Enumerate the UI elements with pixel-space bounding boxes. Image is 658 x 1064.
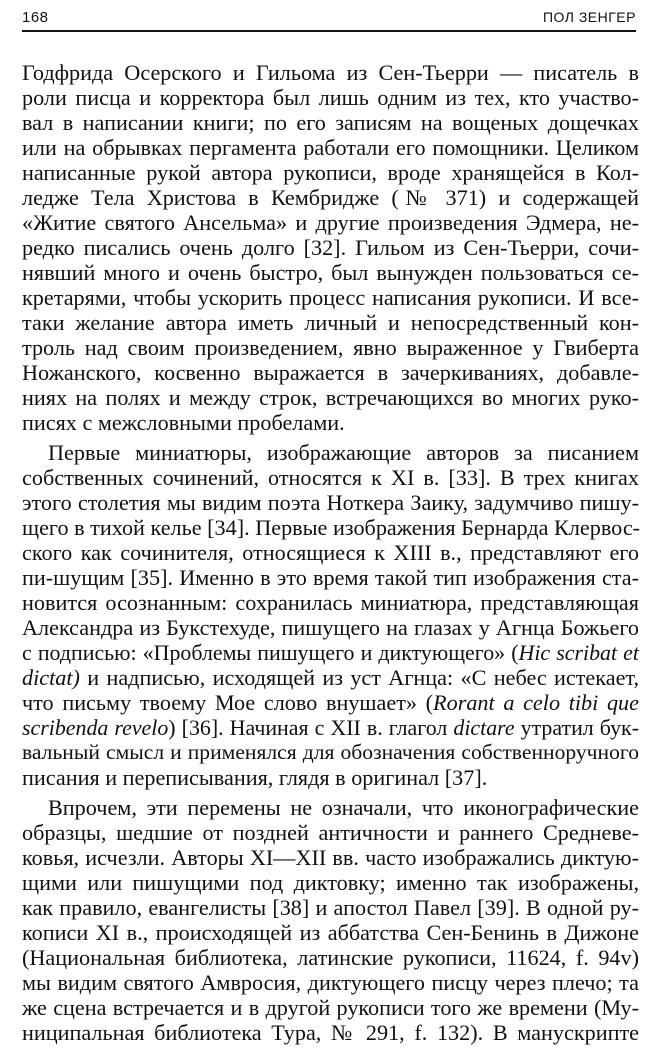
text-segment: таки желание автора иметь личный и непосредственный кон- bbox=[22, 310, 639, 335]
text-line bbox=[22, 540, 639, 565]
text-line bbox=[22, 335, 639, 360]
text-line bbox=[22, 740, 639, 765]
text-line bbox=[22, 310, 639, 335]
text-line bbox=[22, 690, 639, 715]
text-segment: собственных сочинений, относятся к XI в. [33]. В трех книгах bbox=[22, 465, 639, 490]
italic-latin-phrase: scribenda revelo bbox=[22, 715, 169, 740]
text-segment: вал в написании книги; по его записям на вощеных дощечках bbox=[22, 110, 639, 135]
text-line bbox=[22, 185, 639, 210]
text-segment: нявший много и очень быстро, был вынужден пользоваться се- bbox=[22, 260, 639, 285]
italic-latin-phrase: dictare bbox=[453, 715, 515, 740]
text-line bbox=[22, 920, 639, 945]
text-segment: вальный смысл и применялся для обозначения собственноручного bbox=[22, 740, 639, 764]
text-segment: кретарями, чтобы ускорить процесс написания рукописи. И все- bbox=[22, 285, 639, 310]
text-segment: ниципальная библиотека Тура, № 291, f. 132). В манускрипте bbox=[22, 1020, 639, 1045]
text-line bbox=[22, 615, 639, 640]
text-segment: ского как сочинителя, относящиеся к XIII в., представляют его bbox=[22, 540, 639, 565]
text-segment: или на обрывках пергамента работали его помощники. Целиком bbox=[22, 135, 639, 160]
text-segment: редко писались очень долго [32]. Гильом из Сен-Тьерри, сочи- bbox=[22, 235, 639, 260]
italic-latin-phrase: dictat) bbox=[22, 665, 80, 690]
text-line bbox=[22, 515, 639, 540]
text-line bbox=[22, 260, 639, 285]
text-line bbox=[22, 845, 639, 870]
text-line bbox=[22, 895, 639, 920]
text-segment: и надписью, исходящей из уст Агнца: «С небес истекает, bbox=[79, 665, 639, 690]
text-segment: ледже Тела Христова в Кембридже (№ 371) и содержащей bbox=[22, 185, 639, 210]
text-line bbox=[22, 110, 639, 135]
text-line bbox=[22, 765, 639, 790]
text-segment: Ножанского, косвенно выражается в зачеркиваниях, добавле- bbox=[22, 360, 639, 385]
text-line bbox=[22, 160, 639, 185]
page-number: 168 bbox=[22, 9, 49, 26]
text-segment: этого столетия мы видим поэта Ноткера Заику, задумчиво пишу- bbox=[22, 490, 639, 515]
text-segment: написанные рукой автора рукописи, вроде хранящейся в Кол- bbox=[22, 160, 639, 185]
paragraph bbox=[22, 795, 639, 1045]
text-line bbox=[22, 565, 639, 590]
paragraph bbox=[22, 440, 639, 790]
text-line bbox=[22, 235, 639, 260]
paragraph bbox=[22, 60, 639, 435]
text-segment: (Национальная библиотека, латинские рукописи, 11624, f. 94v) bbox=[22, 945, 639, 970]
text-segment: как правило, евангелисты [38] и апостол Павел [39]. В одной ру- bbox=[22, 895, 639, 920]
text-segment: «Житие святого Ансельма» и другие произведения Эдмера, не- bbox=[22, 210, 639, 235]
text-line bbox=[22, 360, 639, 385]
text-line bbox=[22, 60, 639, 85]
text-segment: ) [36]. Начиная с XII в. глагол bbox=[168, 715, 454, 740]
text-segment: ковья, исчезли. Авторы XI—XII вв. часто изображались диктую- bbox=[22, 845, 639, 870]
text-line bbox=[22, 820, 639, 845]
text-line bbox=[22, 410, 639, 435]
text-segment: кописи XI в., происходящей из аббатства Сен-Бенинь в Дижоне bbox=[22, 920, 639, 945]
text-segment: образцы, шедшие от поздней античности и раннего Средневе- bbox=[22, 820, 639, 845]
text-line bbox=[22, 1020, 639, 1045]
text-segment: писания и переписывания, глядя в оригинал [37]. bbox=[22, 765, 488, 790]
text-line bbox=[22, 640, 639, 665]
text-line bbox=[22, 590, 639, 615]
text-line bbox=[22, 490, 639, 515]
text-segment: троль над своим произведением, явно выраженное у Гвиберта bbox=[22, 335, 639, 360]
text-segment: ниях на полях и между строк, встречающихся во многих руко- bbox=[22, 385, 639, 410]
text-segment: что письму твоему Мое слово внушает» ( bbox=[22, 690, 434, 715]
text-line bbox=[22, 385, 639, 410]
text-segment: щего в тихой келье [34]. Первые изображения Бернарда Клервос- bbox=[22, 515, 641, 540]
italic-latin-phrase: Rorant a celo tibi que bbox=[433, 690, 639, 715]
text-segment: щими или пишущими под диктовку; именно так изображены, bbox=[22, 870, 639, 895]
text-line bbox=[22, 995, 639, 1020]
text-line bbox=[22, 665, 639, 690]
text-line bbox=[22, 945, 639, 970]
text-line bbox=[22, 795, 639, 820]
text-segment: Александра из Букстехуде, пишущего на глазах у Агнца Божьего bbox=[22, 615, 639, 640]
text-segment: же сцена встречается и в другой рукописи того же времени (Му- bbox=[22, 995, 639, 1020]
text-line bbox=[22, 465, 639, 490]
italic-latin-phrase: Hic scribat et bbox=[518, 640, 639, 665]
text-segment: с подписью: «Проблемы пишущего и диктующего» ( bbox=[22, 640, 519, 665]
text-segment: Впрочем, эти перемены не означали, что иконографические bbox=[48, 795, 639, 820]
text-segment: мы видим святого Амвросия, диктующего писцу через плечо; та bbox=[22, 970, 639, 995]
text-segment: Первые миниатюры, изображающие авторов за писанием bbox=[48, 440, 639, 465]
page-header bbox=[22, 8, 636, 32]
text-line bbox=[22, 285, 639, 310]
text-line bbox=[22, 210, 639, 235]
text-segment: утратил бук- bbox=[514, 715, 639, 740]
text-segment: роли писца и корректора был лишь одним из тех, кто участво- bbox=[22, 85, 639, 110]
text-line bbox=[22, 85, 639, 110]
text-segment: новится осознанным: сохранилась миниатюра, представляющая bbox=[22, 590, 639, 615]
text-segment: пи-шущим [35]. Именно в это время такой тип изображения ста- bbox=[22, 565, 639, 590]
text-line bbox=[22, 135, 639, 160]
text-line bbox=[22, 715, 639, 740]
text-line bbox=[22, 440, 639, 465]
text-segment: Годфрида Осерского и Гильома из Сен-Тьерри — писатель в bbox=[22, 60, 639, 85]
text-line bbox=[22, 970, 639, 995]
running-title: ПОЛ ЗЕНГЕР bbox=[542, 9, 636, 25]
text-segment: писях с межсловными пробелами. bbox=[22, 410, 345, 435]
text-line bbox=[22, 870, 639, 895]
body-text bbox=[22, 60, 639, 1045]
